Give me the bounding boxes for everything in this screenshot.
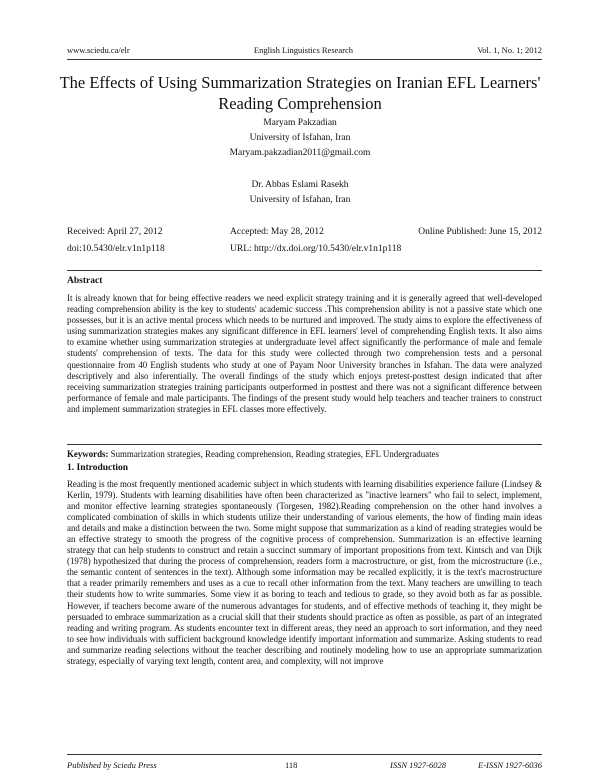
- volume-info: Vol. 1, No. 1; 2012: [477, 45, 542, 55]
- doi-url[interactable]: URL: http://dx.doi.org/10.5430/elr.v1n1p118: [230, 244, 402, 254]
- issn: ISSN 1927-6028: [390, 760, 446, 770]
- keywords-list: Summarization strategies, Reading comprehension, Reading strategies, EFL Undergraduates: [110, 449, 439, 459]
- section-heading-introduction: 1. Introduction: [67, 463, 129, 473]
- author-1-email[interactable]: Maryam.pakzadian2011@gmail.com: [229, 148, 371, 158]
- publisher: Published by Sciedu Press: [67, 760, 157, 770]
- title-line-2: Reading Comprehension: [218, 94, 382, 113]
- doi-row: [67, 244, 542, 258]
- published-date: Online Published: June 15, 2012: [418, 227, 542, 237]
- journal-name: English Linguistics Research: [253, 45, 354, 55]
- author-2-affiliation: University of Isfahan, Iran: [249, 195, 351, 205]
- introduction-body: Reading is the most frequently mentioned academic subject in which students with learning disabilities experience failure (Lindsey & Kerlin, 1979). Students with learning disabilities have often been characterized as "inactive learners" who fail to select, implement, and monitor effective learning strategies spontaneously (Torgesen, 1982).Reading comprehension on the other hand involves a complicated combination of skills in which students utilize their understanding of various elements, the how of finding main ideas and details and make a distinction between the two. Some might suppose that summarization as a kind of reading strategies would be an effective strategy to smooth the progress of the cognitive process of comprehension. Summarization is an effective learning strategy that can help students to construct and retain a succinct summary of important propositions from text. Kintsch and van Dijk (1978) hypothesized that during the process of comprehension, readers form a macrostructure, or gist, from the microstructure (i.e., the semantic content of sentences in the text). Although some information may be recalled explicitly, it is the text's macrostructure that a reader primarily remembers and uses as a cue to recall other information from the text. Many teachers are unwilling to teach their students how to write summaries. Some view it as boring to teach and tedious to grade, so they avoid both as far as possible. However, if teachers become aware of the numerous advantages for students, and of effective methods of teaching it, they might be persuaded to embrace summarization as a crucial skill that their students should practice as often as possible, as part of an integrated reading and writing program. As students encounter text in different areas, they need an approach to sort information, and they need to see how individuals with sufficient background knowledge identify important information and summarize. Asking students to read and summarize reading selections without the teacher describing and routinely modeling how to use an appropriate summarization strategy, especially of varying text length, content area, and complexity, will not improve: [67, 479, 542, 666]
- running-header: [67, 45, 542, 57]
- journal-url[interactable]: www.sciedu.ca/elr: [67, 45, 130, 55]
- keywords-label: Keywords:: [67, 449, 109, 459]
- abstract-divider: [67, 270, 542, 271]
- author-1-block: [0, 116, 600, 161]
- accepted-date: Accepted: May 28, 2012: [230, 227, 324, 237]
- eissn: E-ISSN 1927-6036: [478, 760, 542, 770]
- abstract-heading: Abstract: [67, 276, 103, 286]
- author-2-name: Dr. Abbas Eslami Rasekh: [251, 180, 349, 190]
- header-divider: [67, 59, 542, 60]
- title-line-1: The Effects of Using Summarization Strategies on Iranian EFL Learners': [59, 73, 541, 92]
- paper-title: [40, 72, 560, 114]
- page-number: 118: [285, 760, 298, 770]
- keywords-divider: [67, 444, 542, 445]
- author-2-block: [0, 178, 600, 208]
- keywords-line: [67, 449, 542, 459]
- dates-row: [67, 227, 542, 241]
- received-date: Received: April 27, 2012: [67, 227, 163, 237]
- abstract-body: It is already known that for being effective readers we need explicit strategy training and it is generally agreed that well-developed reading comprehension ability is the key to students' academic success .This comprehension ability is not a passive state which one possesses, but it is an active mental process which needs to be nurtured and improved. The study aims to explore the effectiveness of using summarization strategies makes any significant difference in EFL learners' level of comprehending English texts. It also aims to examine whether using summarization strategies at undergraduate level affect significantly the performance of male and female students' comprehension of texts. The data for this study were collected through two comprehension tests and a personal questionnaire from 40 English students who study at one of Payam Noor University branches in Isfahan. The data were analyzed descriptively and also inferentially. The overall findings of the study which enjoys pretest-posttest design indicated that after receiving summarization strategies training participants outperformed in posttest and there was not a significant difference between performance of female and male participants. The findings of the present study would help teachers and teacher trainers to construct and implement summarization strategies in EFL classes more effectively.: [67, 293, 542, 414]
- author-1-affiliation: University of Isfahan, Iran: [249, 133, 351, 143]
- footer-divider: [67, 754, 542, 755]
- doi: doi:10.5430/elr.v1n1p118: [67, 244, 165, 254]
- page-footer: [67, 760, 542, 772]
- author-1-name: Maryam Pakzadian: [263, 118, 337, 128]
